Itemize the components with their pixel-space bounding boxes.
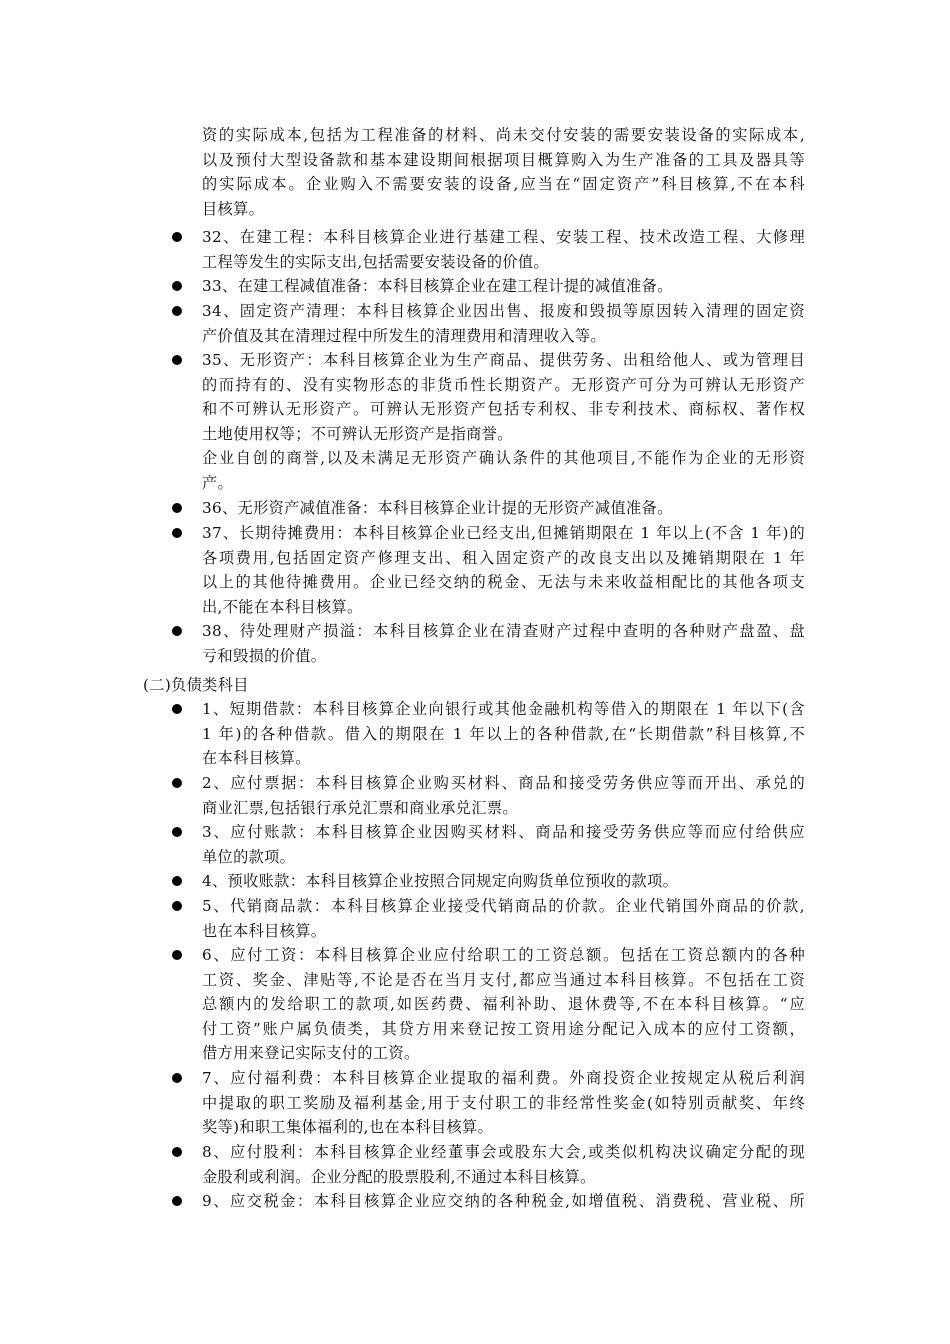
list-item [202,348,805,495]
list-item [202,869,805,894]
text-line: 企业自创的商誉,以及未满足无形资产确认条件的其他项目,不能作为企业的无形资 [202,449,805,467]
list-item [202,1189,805,1214]
bullet-icon [172,778,182,788]
text-line: 5、代销商品款：本科目核算企业接受代销商品的价款。企业代销国外商品的价款, [202,897,805,915]
text-line: 目核算。 [202,199,265,218]
list-item [202,299,805,348]
list-item [202,274,805,299]
text-line: 的实际成本。企业购入不需要安装的设备,应当在“固定资产”科目核算,不在本科 [202,175,805,193]
bullet-icon [172,1196,182,1206]
list-item [202,1066,805,1140]
text-line: 的而持有的、没有实物形态的非货币性长期资产。无形资产可分为可辨认无形资产 [202,375,805,394]
list-item [202,521,805,619]
list-item [202,496,805,521]
bullet-icon [172,232,182,242]
bullet-icon [172,704,182,714]
list-item [202,225,805,274]
text-line: 商业汇票,包括银行承兑汇票和商业承兑汇票。 [202,798,518,817]
text-line: 土地使用权等；不可辨认无形资产是指商誉。 [202,424,513,443]
text-line: 1 年)的各种借款。借入的期限在 1 年以上的各种借款,在“长期借款”科目核算,不 [202,724,805,743]
text-line: 各项费用,包括固定资产修理支出、租入固定资产的改良支出以及摊销期限在 1 年 [202,548,805,567]
bullet-icon [172,306,182,316]
bullet-icon [172,876,182,886]
text-line: 8、应付股利：本科目核算企业经董事会或股东大会,或类似机构决议确定分配的现 [202,1143,805,1161]
bullet-icon [172,950,182,960]
list-item [202,771,805,820]
text-line: 9、应交税金：本科目核算企业应交纳的各种税金,如增值税、消费税、营业税、所 [202,1192,805,1210]
text-line: 38、待处理财产损溢：本科目核算企业在清查财产过程中查明的各种财产盘盈、盘 [202,622,805,640]
text-line: 单位的款项。 [202,847,296,866]
text-line: 出,不能在本科目核算。 [202,597,363,616]
list-item [202,619,805,668]
list-item [202,697,805,771]
text-line: 4、预收账款：本科目核算企业按照合同规定向购货单位预收的款项。 [202,872,679,890]
bullet-icon [172,1073,182,1083]
text-line: 资的实际成本,包括为工程准备的材料、尚未交付安装的需要安装设备的实际成本, [202,126,805,144]
text-line: 以及预付大型设备款和基本建设期间根据项目概算购入为生产准备的工具及器具等 [202,150,805,169]
bullet-icon [172,503,182,513]
text-line: 亏和毁损的价值。 [202,646,327,665]
text-line: 中提取的职工奖励及福利基金,用于支付职工的非经常性奖金(如特别贡献奖、年终 [202,1093,805,1112]
text-line: 产价值及其在清理过程中所发生的清理费用和清理收入等。 [202,326,606,345]
text-line: 工程等发生的实际支出,包括需要安装设备的价值。 [202,252,550,271]
text-line: 33、在建工程减值准备：本科目核算企业在建工程计提的减值准备。 [202,277,673,295]
list-item [202,943,805,1066]
bullet-icon [172,528,182,538]
text-line: 以上的其他待摊费用。企业已经交纳的税金、无法与未来收益相配比的其他各项支 [202,573,805,591]
text-line: 和不可辨认无形资产。可辨认无形资产包括专利权、非专利技术、商标权、著作权 [202,400,805,418]
text-line: 总额内的发给职工的款项,如医药费、福利补助、退休费等,不在本科目核算。“应 [202,995,805,1013]
text-line: 6、应付工资：本科目核算企业应付给职工的工资总额。包括在工资总额内的各种 [202,946,805,964]
text-line: 2、应付票据：本科目核算企业购买材料、商品和接受劳务供应等而开出、承兑的 [202,774,805,792]
bullet-icon [172,281,182,291]
text-line: 35、无形资产：本科目核算企业为生产商品、提供劳务、出租给他人、或为管理目 [202,351,805,369]
text-line: 产。 [202,473,234,492]
list-item [202,894,805,943]
text-line: 在本科目核算。 [202,749,311,767]
bullet-icon [172,626,182,636]
text-line: 付工资”账户属负债类，其贷方用来登记按工资用途分配记入成本的应付工资额， [202,1019,805,1038]
text-line: 1、短期借款：本科目核算企业向银行或其他金融机构等借入的期限在 1 年以下(含 [202,700,805,718]
text-line: 34、固定资产清理：本科目核算企业因出售、报废和毁损等原因转入清理的固定资 [202,302,805,320]
text-line: 也在本科目核算。 [202,921,327,940]
text-line: 工资、奖金、津贴等,不论是否在当月支付,都应当通过本科目核算。不包括在工资 [202,970,805,989]
bullet-icon [172,901,182,911]
section-heading: (二)负债类科目 [143,676,249,694]
list-item [202,1140,805,1189]
text-line: 32、在建工程：本科目核算企业进行基建工程、安装工程、技术改造工程、大修理 [202,228,805,246]
text-line: 36、无形资产减值准备：本科目核算企业计提的无形资产减值准备。 [202,499,673,517]
bullet-icon [172,355,182,365]
text-line: 7、应付福利费：本科目核算企业提取的福利费。外商投资企业按规定从税后利润 [202,1069,805,1087]
text-line: 3、应付账款：本科目核算企业因购买材料、商品和接受劳务供应等而应付给供应 [202,823,805,841]
text-line: 金股利或利润。企业分配的股票股利,不通过本科目核算。 [202,1167,596,1186]
text-line: 奖等)和职工集体福利的,也在本科目核算。 [202,1118,494,1136]
top-paragraph [202,123,805,221]
text-line: 借方用来登记实际支付的工资。 [202,1044,420,1062]
list-item [202,820,805,869]
text-line: 37、长期待摊费用：本科目核算企业已经支出,但摊销期限在 1 年以上(不含 1 年)的 [202,524,805,542]
bullet-icon [172,1147,182,1157]
bullet-icon [172,827,182,837]
